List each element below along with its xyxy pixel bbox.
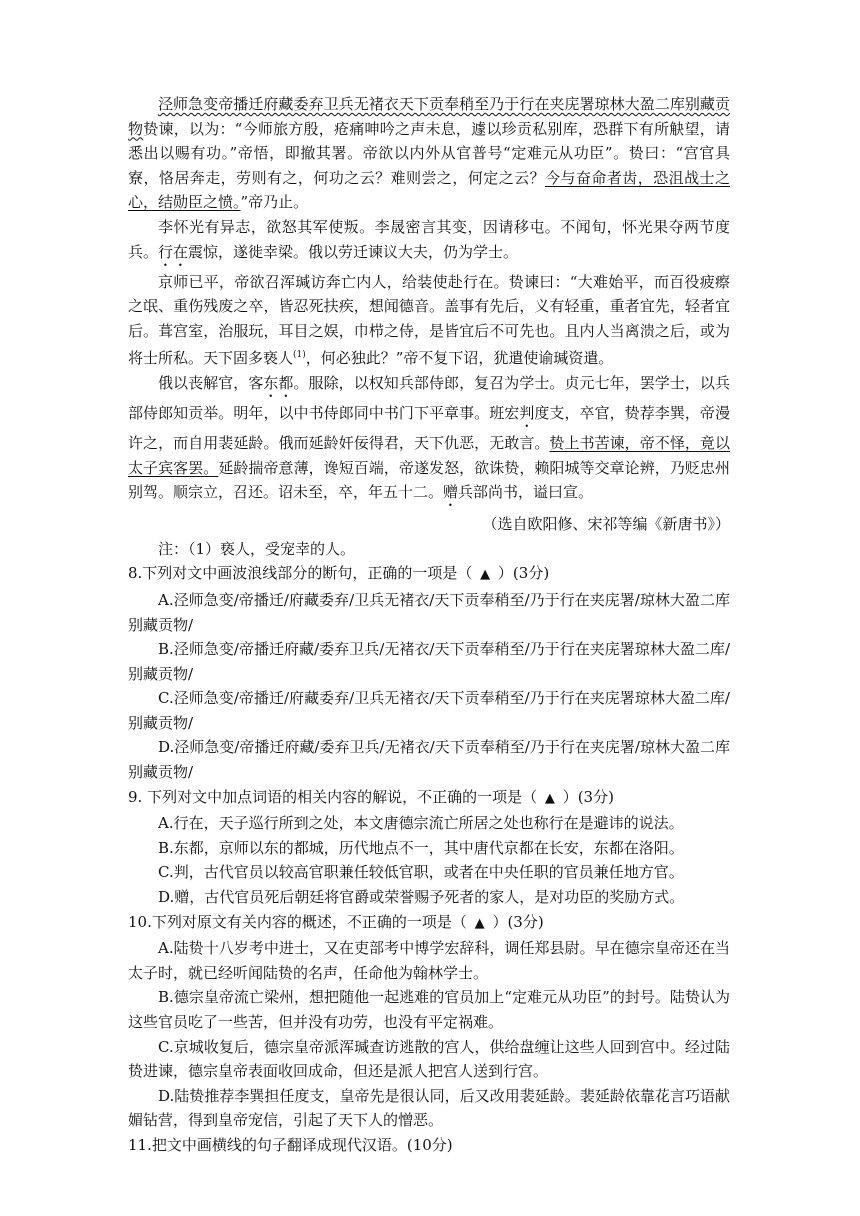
question-score: ）(3分) <box>492 912 544 931</box>
question-8-option-c: C.泾师急变/帝播迁/府藏委弃/卫兵无褚衣/天下贡奉稍至/乃于行在夹庑署琼林大盈二库/别藏贡物/ <box>128 689 730 732</box>
passage-paragraph-3 <box>128 270 730 371</box>
question-9-option-b: B.东都，京师以东的都城，历代地点不一，其中唐代京都在长安，东都在洛阳。 <box>158 838 684 857</box>
question-11-stem: 11.把文中画横线的句子翻译成现代汉语。(10分) <box>128 1135 453 1154</box>
passage-text: 贽谏，以为：“今师旅方殷，疮痛呻吟之声未息，遽以珍贡私别库，恐群下有所觖望，请悉出以赐有功。”帝悟，即撤其署。帝欲以内外从官普号“定难元从功臣”。贽曰：“宫官具寮，恪居奔走，劳则有之，何功之云？难则尝之，何定之云？ <box>128 119 730 187</box>
wavy-underlined-text: 泾师急变帝播迁府藏委弃卫兵无褚衣天下贡奉稍至乃于行在夹庑署琼林大盈二库别藏贡物 <box>128 95 730 138</box>
question-score: ）(3分) <box>562 787 614 806</box>
question-10-option-d: D.陆贽推荐李巽担任度支，皇帝先是很认同，后又改用裴延龄。裴延龄依靠花言巧语献媚钻营，得到皇帝宠信，引起了天下人的憎恶。 <box>128 1086 730 1130</box>
question-9-option-c: C.判，古代官员以较高官职兼任较低官职，或者在中央任职的官员兼任地方官。 <box>158 863 684 882</box>
passage-text: 震惊，遂徙幸梁。俄以劳迁谏议大夫，仍为学士。 <box>188 242 519 261</box>
passage-paragraph-4 <box>128 371 730 510</box>
passage-text: ，何必独此？”帝不复下诏，犹遣使谕瑊资遣。 <box>305 349 614 368</box>
question-text: 10.下列对原文有关内容的概述，不正确的一项是（ <box>128 912 467 931</box>
question-text: 9. 下列对文中加点词语的相关内容的解说，不正确的一项是（ <box>128 787 538 806</box>
question-9-stem <box>128 785 730 812</box>
question-8-option-b: B.泾师急变/帝播迁府藏/委弃卫兵/无褚衣/天下贡奉稍至/乃于行在夹庑署琼林大盈二库/别藏贡物/ <box>128 640 730 683</box>
exam-page <box>128 92 730 1158</box>
passage-text: 俄以丧解官，客 <box>158 373 264 392</box>
passage-text: 京师已平，帝欲召浑瑊访奔亡内人，给装使赴行在。贽谏曰：“大难始平，而百役疲瘵之氓、重伤残废之卒，皆忍死扶疾，想闻德音。盖事有先后，义有轻重，重者宜先，轻者宜后。葺宫室，治服玩，耳目之娱，巾栉之侍，是皆宜后不可先也。且内人当离溃之后，或为将士所私。天下固多亵人 <box>128 272 730 368</box>
underlined-sentence-2: 贽上书苦谏，帝不怿，竟以太子宾客罢。 <box>128 433 730 477</box>
triangle-answer-blank: ▲ <box>474 915 485 931</box>
question-10-option-b: B.德宗皇帝流亡梁州，想把随他一起逃难的官员加上“定难元从功臣”的封号。陆贽认为这些官员吃了一些苦，但并没有功劳，也没有平定祸难。 <box>128 988 730 1031</box>
triangle-answer-blank: ▲ <box>480 567 491 583</box>
dotted-term-pan: 判 <box>519 403 535 422</box>
source-citation: （选自欧阳修、宋祁等编《新唐书》） <box>482 515 730 534</box>
question-8-stem <box>128 561 730 588</box>
question-10-option-c: C.京城收复后，德宗皇帝派浑瑊查访逃散的宫人，供给盘缠让这些人回到宫中。经过陆贽进谏，德宗皇帝表面收回成命，但还是派人把宫人送到行宫。 <box>128 1037 730 1081</box>
passage-text: 延龄揣帝意薄，谗短百端，帝遂发怒，欲诛贽，赖阳城等交章论辨，乃贬忠州别驾。顺宗立，召还。诏未至，卒，年五十二。 <box>128 458 730 502</box>
passage-text: 李怀光有异志，欲怒其军使叛。李晟密言其变，因请移屯。不闻旬，怀光果夺两节度兵。 <box>128 217 730 261</box>
question-text: 8.下列对文中画波浪线部分的断句，正确的一项是（ <box>128 564 473 583</box>
question-10-option-a: A.陆贽十八岁考中进士，又在吏部考中博学宏辞科，调任郑县尉。早在德宗皇帝还在当太子时，就已经听闻陆贽的名声，任命他为翰林学士。 <box>128 939 730 982</box>
triangle-answer-blank: ▲ <box>544 790 555 806</box>
dotted-term-xingzai: 行在 <box>158 242 189 261</box>
passage-paragraph-2 <box>128 215 730 270</box>
passage-text: ”帝乃止。 <box>240 193 309 212</box>
passage-text: 度支，卒官，贽荐李巽，帝漫许之，而自用裴延龄。俄而延龄奸佞得君，天下仇恶，无敢言。 <box>128 403 730 452</box>
question-10-stem <box>128 910 730 937</box>
underlined-sentence-1: 今与奋命者齿，恐沮战士之心，结勋臣之愤。 <box>128 168 730 212</box>
dotted-term-zeng: 赠 <box>443 483 459 502</box>
question-8-option-a: A.泾师急变/帝播迁/府藏委弃/卫兵无褚衣/天下贡奉稍至/乃于行在夹庑署/琼林大盈二库别藏贡物/ <box>128 590 730 634</box>
footnote-marker: (1) <box>293 350 306 361</box>
footnote: 注：（1）亵人，受宠幸的人。 <box>158 539 356 558</box>
passage-paragraph-1 <box>128 92 730 215</box>
passage-text: 。服除，以权知兵部侍郎，复召为学士。贞元七年，罢学士，以兵部侍郎知贡举。明年，以中书侍郎同中书门下平章事。班宏 <box>128 373 730 422</box>
question-score: ）(3分) <box>497 564 550 583</box>
question-9-option-d: D.赠，古代官员死后朝廷将官爵或荣誉赐予死者的家人，是对功臣的奖励方式。 <box>158 888 685 907</box>
passage-text: 兵部尚书，谥曰宣。 <box>458 483 594 502</box>
dotted-term-dongdu: 东都 <box>263 373 294 392</box>
question-9-option-a: A.行在，天子巡行所到之处，本文唐德宗流亡所居之处也称行在是避讳的说法。 <box>158 814 684 833</box>
question-8-option-d: D.泾师急变/帝播迁府藏/委弃卫兵/无褚衣/天下贡奉稍至/乃于行在夹庑署/琼林大盈二库别藏贡物/ <box>128 738 730 782</box>
